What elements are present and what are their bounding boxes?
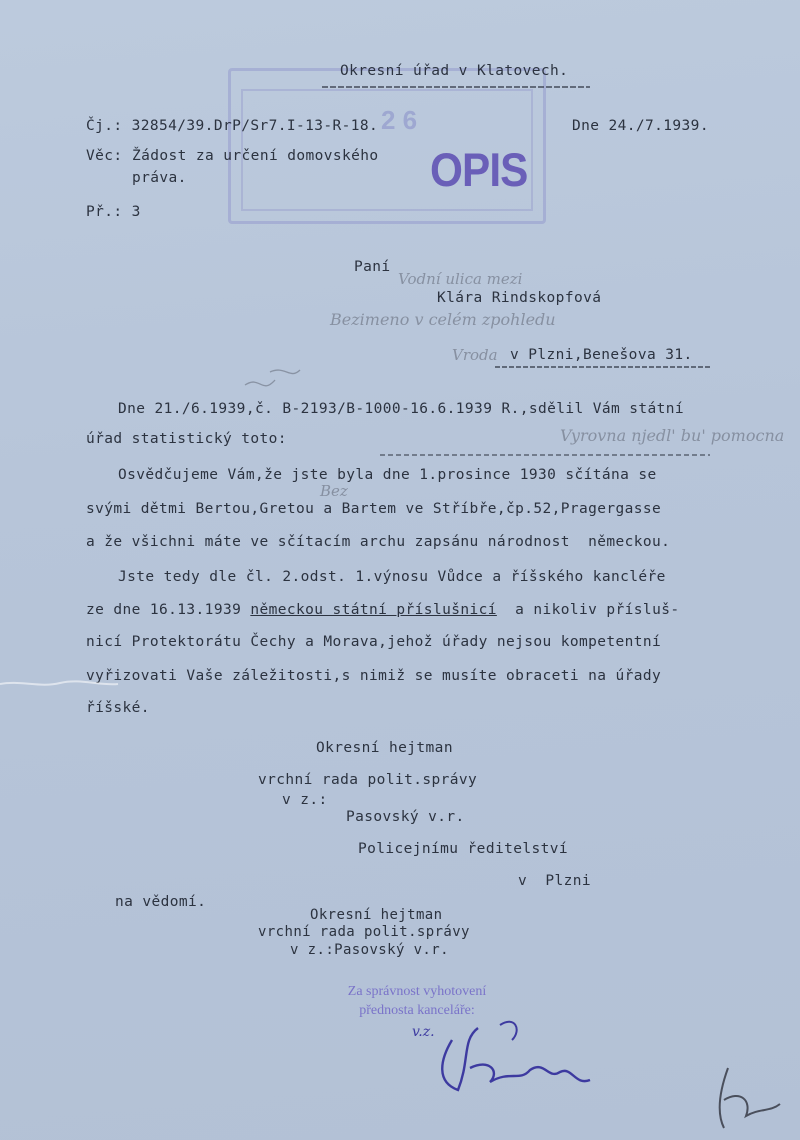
attachments-count: Př.: 3 [86, 204, 141, 220]
pencil-note-5: Bez [320, 482, 348, 500]
subject-line-1: Žádost za určení domovského [132, 148, 379, 164]
body-p2-line-2: svými dětmi Bertou,Gretou a Bartem ve Stříbře,čp.52,Pragergasse [86, 501, 662, 517]
pencil-note-4: Vyrovna njedl' bu' pomocna [560, 426, 785, 445]
certification-line-2: přednosta kanceláře: [359, 1003, 475, 1018]
citizenship-phrase: německou státní příslušnicí [250, 602, 497, 618]
subject-label: Věc: [86, 148, 123, 164]
body-p2-line-3: a že všichni máte ve sčítacím archu zapsánu národnost německou. [86, 534, 671, 550]
body-p3-line-4: vyřizovati Vaše záležitosti,s nimiž se musíte obraceti na úřady [86, 668, 662, 684]
body-p3-line-3: nicí Protektorátu Čechy a Morava,jehož úřady nejsou kompetentní [86, 634, 662, 650]
addressee-name: Klára Rindskopfová [437, 290, 602, 306]
cc-city: v Plzni [518, 873, 592, 889]
handwritten-initials [726, 1076, 747, 1092]
body-p1-line-2: úřad statistický toto: [86, 431, 287, 447]
signature1-name: Pasovský v.r. [346, 809, 465, 825]
opis-stamp: OPIS [430, 143, 528, 196]
signature1-vz: v z.: [282, 792, 328, 808]
salutation: Paní [354, 259, 391, 275]
subject-line-2: práva. [132, 170, 187, 186]
body-p3-line-2-end: a nikoliv přísluš- [496, 602, 680, 618]
addressee-address: v Plzni,Benešova 31. [510, 347, 693, 363]
signature1-rank: vrchní rada polit.správy [258, 772, 478, 788]
signature2-name: v z.:Pasovský v.r. [290, 942, 449, 958]
signature1-title: Okresní hejtman [316, 740, 453, 756]
stamp-faint-digits: 2 6 [381, 105, 418, 135]
body-p2-line-1: Osvědčujeme Vám,že jste byla dne 1.prosince 1930 sčítána se [118, 467, 657, 483]
office-name: Okresní úřad v Klatovech. [340, 63, 569, 79]
cc-note: na vědomí. [115, 894, 207, 910]
pencil-note-1: Vodní ulica mezi [398, 270, 523, 288]
signature2-rank: vrchní rada polit.správy [258, 924, 470, 940]
reference-number: Čj.: 32854/39.DrP/Sr7.I-13-R-18. [86, 118, 379, 134]
handwritten-vz: v.z. [412, 1024, 435, 1040]
handwritten-signature [456, 1058, 531, 1074]
certification-line-1: Za správnost vyhotovení [347, 984, 487, 999]
body-p1-line-1: Dne 21./6.1939,č. B-2193/B-1000-16.6.1939 R.,sdělil Vám státní [118, 401, 685, 417]
cc-recipient: Policejnímu ředitelství [358, 841, 568, 857]
pencil-note-3: Vroda [452, 346, 498, 364]
signature2-title: Okresní hejtman [310, 907, 443, 923]
document-date: Dne 24./7.1939. [572, 118, 709, 134]
pencil-note-2: Bezimeno v celém zpohledu [330, 310, 556, 329]
body-p3-line-2-start: ze dne 16.13.1939 [86, 602, 251, 618]
body-p3-line-5: říšské. [86, 700, 150, 716]
body-p3-line-1: Jste tedy dle čl. 2.odst. 1.výnosu Vůdce a říšského kancléře [118, 569, 666, 585]
